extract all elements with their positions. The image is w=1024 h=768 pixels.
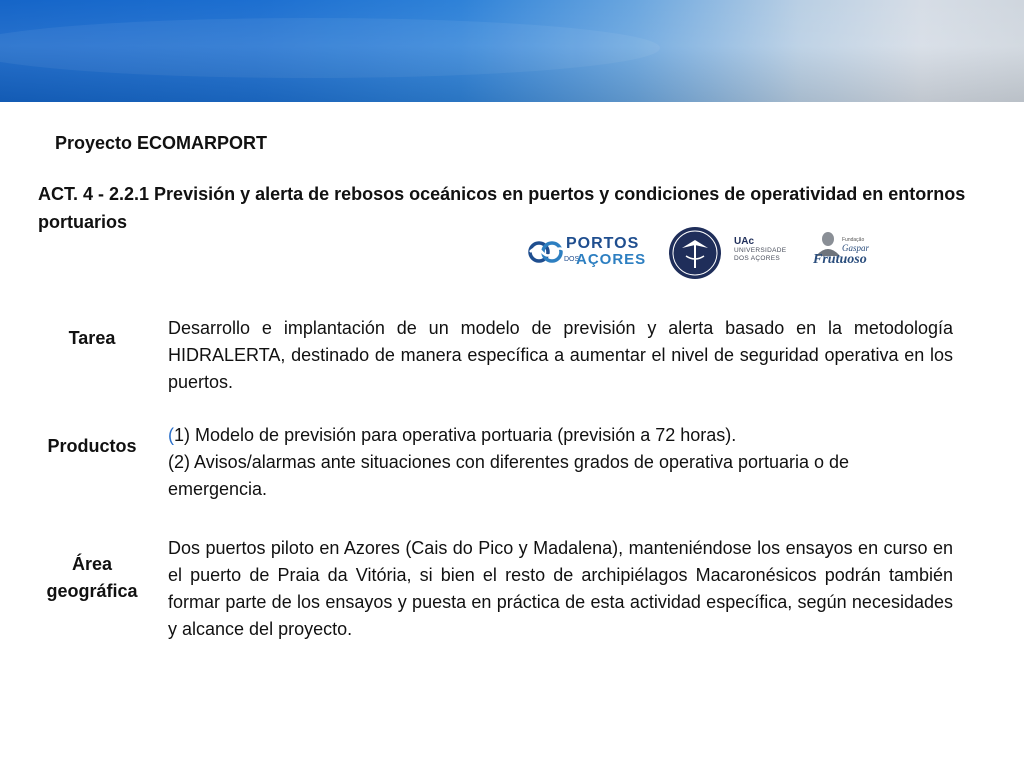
area-geografica-label bbox=[17, 551, 167, 605]
gaspar-logo-line2: Frutuoso bbox=[813, 252, 867, 267]
project-title: Proyecto ECOMARPORT bbox=[55, 133, 268, 153]
portos-logo-line1: PORTOS bbox=[566, 235, 640, 252]
gaspar-logo-small: Fundação bbox=[842, 237, 865, 243]
area-label-line1: Área bbox=[71, 554, 113, 574]
activity-title: ACT. 4 - 2.2.1 Previsión y alerta de rebosos oceánicos en puertos y condiciones de operatividad en entornos portuarios bbox=[38, 184, 966, 232]
portos-logo-line2: AÇORES bbox=[576, 251, 647, 268]
productos-list bbox=[168, 422, 953, 503]
banner-shine bbox=[0, 0, 1024, 102]
uac-logo-line2: DOS AÇORES bbox=[734, 255, 780, 262]
area-label-line2: geográfica bbox=[46, 581, 138, 601]
productos-item-2: (2) Avisos/alarmas ante situaciones con diferentes grados de operativa portuaria o de emergencia. bbox=[168, 452, 850, 499]
tarea-label: Tarea bbox=[68, 328, 116, 348]
portos-wave-icon bbox=[528, 234, 568, 270]
top-banner bbox=[0, 0, 1024, 102]
productos-label: Productos bbox=[47, 436, 137, 456]
gaspar-frutuoso-logo bbox=[808, 230, 878, 274]
uac-logo-line1: UNIVERSIDADE bbox=[734, 247, 787, 254]
area-geografica-text: Dos puertos piloto en Azores (Cais do Pico y Madalena), manteniéndose los ensayos en curso en el puerto de Praia da Vitória, si bien el resto de archipiélagos Macaronésicos podrán también formar parte de los ensayos y puesta en práctica de esta actividad específica, según necesidades y alcance del proyecto. bbox=[168, 538, 953, 639]
portos-dos-acores-logo bbox=[528, 234, 650, 270]
productos-item-1 bbox=[168, 422, 953, 449]
uac-logo-abbr: UAc bbox=[734, 236, 755, 247]
tarea-text: Desarrollo e implantación de un modelo de previsión y alerta basado en la metodología HIDRALERTA, destinado de manera específica a aumentar el nivel de seguridad operativa en los puertos. bbox=[168, 318, 953, 392]
productos-item-1-paren: ( bbox=[168, 425, 174, 445]
partner-logos bbox=[528, 224, 878, 280]
productos-item-1-text: 1) Modelo de previsión para operativa portuaria (previsión a 72 horas). bbox=[174, 425, 737, 445]
gaspar-logo-line1: Gaspar bbox=[842, 243, 870, 253]
uac-logo-text bbox=[734, 236, 804, 263]
uac-seal-icon bbox=[668, 226, 722, 280]
portos-logo-small: DOS bbox=[564, 256, 580, 263]
